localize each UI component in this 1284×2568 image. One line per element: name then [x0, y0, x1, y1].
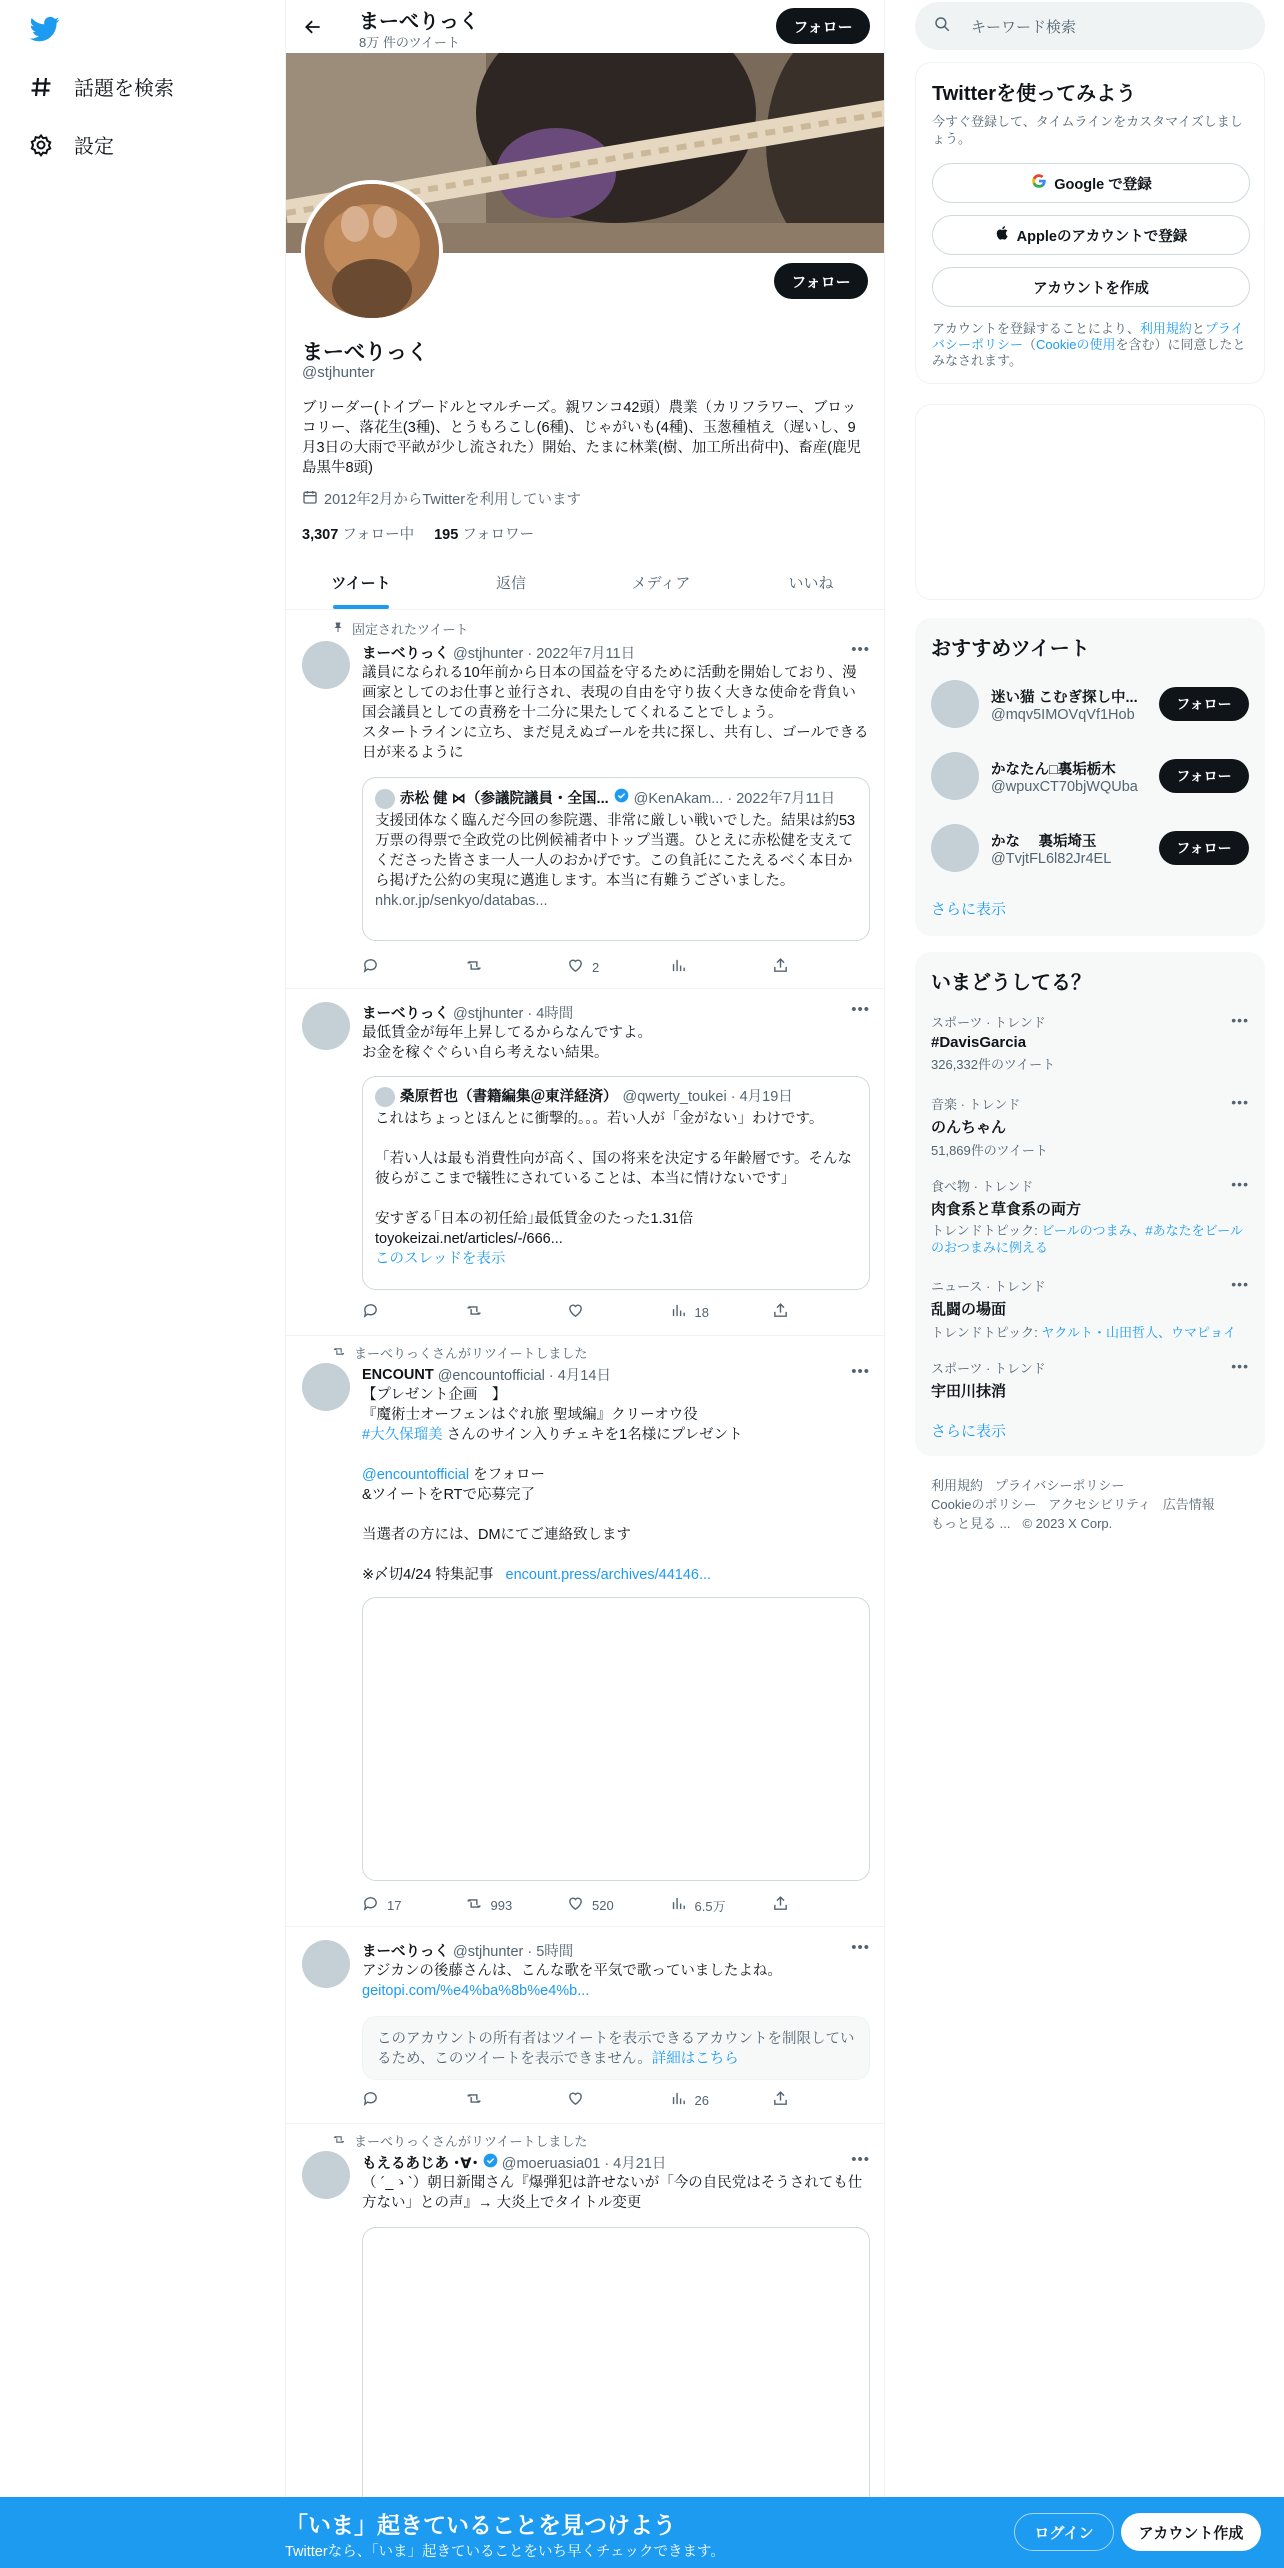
tweet-link[interactable]: geitopi.com/%e4%ba%8b%e4%b... — [362, 1983, 590, 1999]
recommended-user-name: 迷い猫 こむぎ探し中... — [991, 689, 1138, 706]
heart-icon — [567, 2090, 584, 2110]
tweet-header — [362, 642, 635, 663]
more-options-icon[interactable]: ••• — [1231, 1358, 1249, 1374]
reply-button[interactable] — [362, 957, 442, 977]
retweet-button[interactable]: 993 — [465, 1895, 545, 1915]
tweet-meta[interactable]: @stjhunter · 5時間 — [453, 1944, 574, 1960]
reply-icon — [362, 1302, 379, 1322]
tweet-header — [362, 1002, 573, 1023]
reply-button[interactable] — [362, 1302, 442, 1322]
share-icon — [772, 1895, 789, 1915]
trend-item[interactable] — [931, 1276, 1249, 1341]
retweet-button[interactable] — [465, 957, 545, 977]
tweet-text: 議員になられる10年前から日本の国益を守るために活動を開始しており、漫画家としてのお仕事と並行され、表現の自由を守り抜く大きな使命を背負い国会議員としての責務を十二分に果たしてくれることでしょう。 スタートラインに立ち、まだ見えぬゴールを共に探し、共有し、ゴールできる日が来るように — [362, 665, 869, 761]
quote-header — [375, 1087, 857, 1107]
empty-card — [915, 404, 1265, 600]
tab-likes[interactable]: いいね — [788, 575, 834, 592]
cookie-link[interactable]: Cookieの使用 — [1036, 337, 1116, 352]
like-button[interactable]: 2 — [567, 957, 647, 977]
trend-subtitle: トレンドトピック: ヤクルト・山田哲人、ウマピョイ — [931, 1325, 1237, 1340]
tweet-meta[interactable]: @stjhunter · 2022年7月11日 — [453, 646, 636, 662]
like-button[interactable]: 520 — [567, 1895, 647, 1915]
share-button[interactable] — [772, 1895, 792, 1915]
trends-show-more-link[interactable]: さらに表示 — [931, 1423, 1007, 1440]
search-box[interactable] — [915, 2, 1265, 50]
avatar — [931, 752, 979, 800]
tweet-meta[interactable]: @stjhunter · 4時間 — [453, 1006, 574, 1022]
more-options-icon[interactable]: ••• — [1231, 1012, 1249, 1028]
privacy-link[interactable]: プライバシーポリシー — [932, 321, 1244, 352]
article-link[interactable]: encount.press/archives/44146... — [505, 1567, 712, 1583]
tweet-author-name[interactable]: まーべりっく — [362, 1006, 449, 1022]
tweet-meta[interactable]: @moeruasia01 · 4月21日 — [501, 2156, 667, 2172]
share-icon — [772, 2090, 789, 2110]
profile-joined-text: 2012年2月からTwitterを利用しています — [324, 492, 582, 508]
more-options-icon[interactable]: ••• — [1231, 1176, 1249, 1192]
bottom-bar-title: 「いま」起きていることを見つけよう — [285, 2512, 676, 2538]
trend-category: スポーツ · トレンド — [931, 1015, 1046, 1030]
footer-links — [931, 1476, 1261, 1533]
reply-button[interactable]: 17 — [362, 1895, 442, 1915]
trend-title: 肉食系と草食系の両方 — [931, 1201, 1082, 1218]
heart-icon — [567, 957, 584, 977]
google-signup-button[interactable]: Google で登録 — [932, 163, 1250, 203]
reply-icon — [362, 1895, 379, 1915]
tweet-actions — [362, 957, 792, 977]
more-options-icon[interactable]: ••• — [851, 2151, 870, 2168]
avatar[interactable] — [302, 2151, 350, 2199]
follow-button[interactable]: フォロー — [1159, 759, 1249, 793]
tweet-context — [332, 2131, 587, 2150]
retweet-button[interactable] — [465, 2090, 545, 2110]
login-button[interactable]: ログイン — [1014, 2513, 1114, 2551]
views-button[interactable]: 6.5万 — [670, 1895, 750, 1915]
gear-icon — [28, 132, 54, 158]
recommended-user-name: かなたん□裏垢栃木 — [991, 761, 1116, 778]
search-placeholder: キーワード検索 — [971, 18, 1077, 36]
restricted-tweet-notice: このアカウントの所有者はツイートを表示できるアカウントを制限しているため、このツイートを表示できません。詳細はこちら — [362, 2016, 870, 2080]
recommended-user-handle: @wpuxCT70bjWQUba — [991, 778, 1138, 795]
follow-button[interactable]: フォロー — [1159, 831, 1249, 865]
avatar[interactable] — [302, 1940, 350, 1988]
back-arrow-icon[interactable] — [298, 12, 328, 42]
tab-replies[interactable]: 返信 — [495, 575, 526, 592]
quote-author-name: 赤松 健 ⋈（参議院議員・全国... — [400, 790, 609, 807]
quote-text: 支援団体なく臨んだ今回の参院選、非常に厳しい戦いでした。結果は約53万票の得票で全政党の比例候補者中トップ当選。ひとえに赤松健を支えてくださった皆さま一人一人のおかげです。この負託にこたえるべく本日から掲げた公約の実現に邁進します。本当に有難うございました。 — [375, 813, 856, 889]
tweet-context — [332, 619, 468, 638]
like-button[interactable] — [567, 2090, 647, 2110]
views-button[interactable] — [670, 957, 750, 977]
profile-follow-button[interactable]: フォロー — [774, 263, 868, 299]
quote-meta: @qwerty_toukei · 4月19日 — [622, 1089, 793, 1105]
more-options-icon[interactable]: ••• — [851, 1001, 870, 1018]
bottom-bar-subtitle: Twitterなら、「いま」起きていることをいち早くチェックできます。 — [285, 2544, 725, 2560]
tweet-context — [332, 1343, 587, 1362]
footer-link[interactable]: プライバシーポリシー — [995, 1478, 1125, 1493]
signup-legal-text: アカウントを登録することにより、利用規約とプライバシーポリシー（Cookieの使用を含む）に同意したとみなされます。 — [932, 321, 1246, 368]
reply-button[interactable] — [362, 2090, 442, 2110]
bar-chart-icon — [670, 957, 687, 977]
trend-category: スポーツ · トレンド — [931, 1361, 1046, 1376]
copyright: © 2023 X Corp. — [1022, 1516, 1113, 1531]
quoted-tweet[interactable] — [362, 777, 870, 941]
avatar — [931, 680, 979, 728]
hashtag-icon — [28, 74, 54, 100]
nav-explore[interactable] — [28, 72, 174, 101]
tweet-media-card[interactable] — [362, 1597, 870, 1881]
profile-handle: @stjhunter — [302, 364, 375, 381]
avatar[interactable] — [302, 641, 350, 689]
avatar[interactable] — [302, 1002, 350, 1050]
reply-icon — [362, 2090, 379, 2110]
tweet-actions — [362, 2090, 792, 2110]
header-follow-button[interactable]: フォロー — [776, 8, 870, 44]
bar-chart-icon — [670, 2090, 687, 2110]
trend-item[interactable] — [931, 1176, 1249, 1256]
trend-subtitle: トレンドトピック: ビールのつまみ、#あなたをビールのおつまみに例える — [931, 1223, 1243, 1255]
more-options-icon[interactable]: ••• — [851, 1939, 870, 1956]
calendar-icon — [302, 489, 318, 509]
views-button[interactable]: 26 — [670, 2090, 750, 2110]
recommended-tweets-card — [915, 618, 1265, 936]
recommended-show-more-link[interactable]: さらに表示 — [931, 901, 1007, 918]
quote-header — [375, 788, 857, 809]
tweet-item[interactable] — [286, 1337, 885, 1927]
share-button[interactable] — [772, 2090, 792, 2110]
recommended-user-handle: @mqv5IMOVqVf1Hob — [991, 706, 1135, 723]
create-account-button[interactable]: アカウントを作成 — [932, 267, 1250, 307]
share-button[interactable] — [772, 1302, 792, 1322]
signup-button[interactable]: アカウント作成 — [1121, 2513, 1261, 2551]
reply-icon — [362, 957, 379, 977]
profile-tabs — [286, 556, 885, 610]
main-column — [285, 0, 885, 2568]
profile-joined — [302, 488, 581, 509]
trend-title: のんちゃん — [931, 1119, 1007, 1136]
following-link[interactable]: 3,307 フォロー中 — [302, 527, 415, 543]
retweet-icon — [465, 1302, 483, 1322]
footer-link[interactable]: Cookieのポリシー — [931, 1497, 1037, 1512]
apple-icon — [995, 224, 1011, 246]
tweet-context-label: まーべりっくさんがリツイートしました — [354, 1346, 588, 1361]
recommended-user-name: かな 裏垢埼玉 — [991, 833, 1097, 850]
footer-link[interactable]: もっと見る ... — [931, 1516, 1011, 1531]
header-tweet-count: 8万 件のツイート — [359, 35, 460, 50]
nav-settings-label: 設定 — [74, 136, 114, 158]
hashtag-link[interactable]: #大久保瑠美 — [362, 1427, 443, 1443]
pin-icon — [332, 621, 344, 636]
nav-settings[interactable] — [28, 130, 114, 159]
more-options-icon[interactable]: ••• — [851, 641, 870, 658]
trend-category: 音楽 · トレンド — [931, 1097, 1021, 1112]
trend-item[interactable] — [931, 1012, 1249, 1073]
recommended-user[interactable] — [931, 748, 1249, 804]
retweet-icon — [465, 1895, 483, 1915]
recommended-title: おすすめツイート — [931, 638, 1090, 660]
trends-title: いまどうしてる？ — [931, 972, 1091, 994]
views-button[interactable]: 18 — [670, 1302, 750, 1322]
quoted-tweet[interactable] — [362, 1076, 870, 1290]
trend-subtitle: 51,869件のツイート — [931, 1143, 1048, 1158]
footer-link[interactable]: アクセシビリティ — [1048, 1497, 1151, 1512]
trend-subtitle: 326,332件のツイート — [931, 1057, 1056, 1072]
avatar — [931, 824, 979, 872]
trend-title: #DavisGarcia — [931, 1034, 1027, 1051]
tweet-author-name[interactable]: まーべりっく — [362, 1944, 449, 1960]
right-sidebar — [885, 0, 1284, 2568]
profile-header-bar — [286, 0, 885, 53]
footer-link[interactable]: 利用規約 — [931, 1478, 984, 1493]
profile-bio: ブリーダー(トイプードルとマルチーズ。親ワンコ42頭）農業（カリフラワー、ブロッコリー、落花生(3種)、とうもろこし(6種)、じゃがいも(4種)、玉葱種植え（遅いし、9月3日の大雨で平畝が少し流された）開始、たまに林業(樹、加工所出荷中)、畜産(鹿児島黒牛8頭) — [302, 400, 862, 476]
trend-item[interactable] — [931, 1358, 1249, 1401]
bar-chart-icon — [670, 1302, 687, 1322]
trend-title: 乱闘の場面 — [931, 1301, 1007, 1318]
retweet-icon — [465, 2090, 483, 2110]
signup-card-title: Twitterを使ってみよう — [932, 83, 1137, 105]
learn-more-link[interactable]: 詳細はこちら — [651, 2051, 739, 2067]
signup-card-desc: 今すぐ登録して、タイムラインをカスタマイズしましょう。 — [932, 114, 1243, 146]
google-icon — [1030, 172, 1048, 194]
more-options-icon[interactable]: ••• — [1231, 1276, 1249, 1292]
more-options-icon[interactable]: ••• — [1231, 1094, 1249, 1110]
trend-topic-links[interactable]: ヤクルト・山田哲人、ウマピョイ — [1041, 1325, 1237, 1340]
terms-link[interactable]: 利用規約 — [1139, 321, 1192, 336]
followers-link[interactable]: 195 フォロワー — [434, 527, 535, 543]
footer-link[interactable]: 広告情報 — [1162, 1497, 1215, 1512]
tweet-item[interactable] — [286, 611, 885, 989]
quote-meta: @KenAkam... · 2022年7月11日 — [633, 790, 836, 807]
trends-card — [915, 952, 1265, 1456]
tweet-text: 【プレゼント企画 】 『魔術士オーフェンはぐれ旅 聖域編』クリーオウ役 #大久保瑠美 さんのサイン入りチェキを1名様にプレゼント @encountofficial をフォロー &ツイートをRTで応募完了 当選者の方には、DMにてご連絡致します ※〆切4/24 特集記事 encount.press/archives/44146... — [362, 1387, 743, 1583]
tweet-meta[interactable]: @encountofficial · 4月14日 — [437, 1368, 611, 1384]
share-icon — [772, 957, 789, 977]
twitter-logo-icon[interactable] — [28, 14, 62, 44]
tweet-actions — [362, 1302, 792, 1322]
avatar[interactable] — [302, 1363, 350, 1411]
quote-link[interactable]: toyokeizai.net/articles/-/666... — [375, 1231, 563, 1247]
tweet-text: アジカンの後藤さんは、こんな歌を平気で歌っていましたよね。 — [362, 1963, 782, 1979]
trend-category: ニュース · トレンド — [931, 1279, 1046, 1294]
tweet-text: （ ´_ゝ`）朝日新聞さん『爆弾犯は許せないが「今の自民党はそうされても仕方ない」との声』→ 大炎上でタイトル変更 — [362, 2175, 863, 2211]
tweet-header — [362, 1364, 611, 1385]
tweet-item[interactable] — [286, 990, 885, 1336]
recommended-user-handle: @TvjtFL6l82Jr4EL — [991, 850, 1112, 867]
retweet-icon — [465, 957, 483, 977]
tweet-actions — [362, 1895, 792, 1915]
profile-name: まーべりっく — [302, 341, 428, 364]
tweet-author-name[interactable]: ENCOUNT — [362, 1366, 434, 1383]
signup-card — [915, 62, 1265, 384]
recommended-user[interactable] — [931, 820, 1249, 876]
tweet-item[interactable] — [286, 1928, 885, 2124]
quote-author-name: 桑原哲也（書籍編集＠東洋経済） — [400, 1089, 618, 1105]
search-icon — [933, 15, 951, 37]
heart-icon — [567, 1302, 584, 1322]
left-navigation — [0, 0, 285, 2568]
retweet-button[interactable] — [465, 1302, 545, 1322]
login-prompt-bar — [0, 2497, 1284, 2568]
header-name: まーべりっく — [359, 11, 479, 33]
tweet-author-name[interactable]: まーべりっく — [362, 646, 449, 662]
tweet-text: 最低賃金が毎年上昇してるからなんですよ。 お金を稼ぐぐらい自ら考えない結果。 — [362, 1025, 652, 1061]
quote-avatar — [375, 789, 395, 809]
bar-chart-icon — [670, 1895, 687, 1915]
like-button[interactable] — [567, 1302, 647, 1322]
retweet-icon — [332, 1345, 346, 1361]
tweet-context-label: 固定されたツイート — [352, 622, 469, 637]
tweet-context-label: まーべりっくさんがリツイートしました — [354, 2134, 588, 2149]
profile-avatar[interactable] — [301, 180, 443, 322]
nav-explore-label: 話題を検索 — [74, 78, 174, 100]
quote-link[interactable]: nhk.or.jp/senkyo/databas... — [375, 893, 548, 909]
tab-media[interactable]: メディア — [631, 575, 691, 592]
tab-tweets[interactable]: ツイート — [286, 556, 436, 609]
trend-category: 食べ物 · トレンド — [931, 1179, 1034, 1194]
heart-icon — [567, 1895, 584, 1915]
tweet-header — [362, 2152, 666, 2173]
share-icon — [772, 1302, 789, 1322]
retweet-icon — [332, 2133, 346, 2149]
recommended-user[interactable] — [931, 676, 1249, 732]
share-button[interactable] — [772, 957, 792, 977]
apple-signup-button[interactable]: Appleのアカウントで登録 — [932, 215, 1250, 255]
trend-topic-links[interactable]: ビールのつまみ、#あなたをビールのおつまみに例える — [931, 1223, 1243, 1255]
trend-item[interactable] — [931, 1094, 1249, 1159]
profile-stats — [302, 523, 534, 544]
quote-avatar — [375, 1087, 395, 1107]
more-options-icon[interactable]: ••• — [851, 1363, 870, 1380]
show-thread-link[interactable]: このスレッドを表示 — [375, 1251, 506, 1267]
trend-title: 宇田川抹消 — [931, 1383, 1007, 1400]
follow-button[interactable]: フォロー — [1159, 687, 1249, 721]
verified-badge-icon — [614, 788, 629, 809]
quote-text: これはちょっとほんとに衝撃的。。。若い人が「金がない」わけです。 「若い人は最も消費性向が高く、国の将来を決定する年齢層です。そんな彼らがここまで犠牲にされていることは、本当に情けないです」 安すぎる｢日本の初任給｣最低賃金のたった1.31倍 — [375, 1111, 853, 1227]
tweet-header — [362, 1940, 573, 1961]
mention-link[interactable]: @encountofficial — [362, 1467, 470, 1483]
tweet-author-name[interactable]: もえるあじあ ･∀･ — [362, 2156, 479, 2172]
verified-badge-icon — [483, 2153, 498, 2172]
